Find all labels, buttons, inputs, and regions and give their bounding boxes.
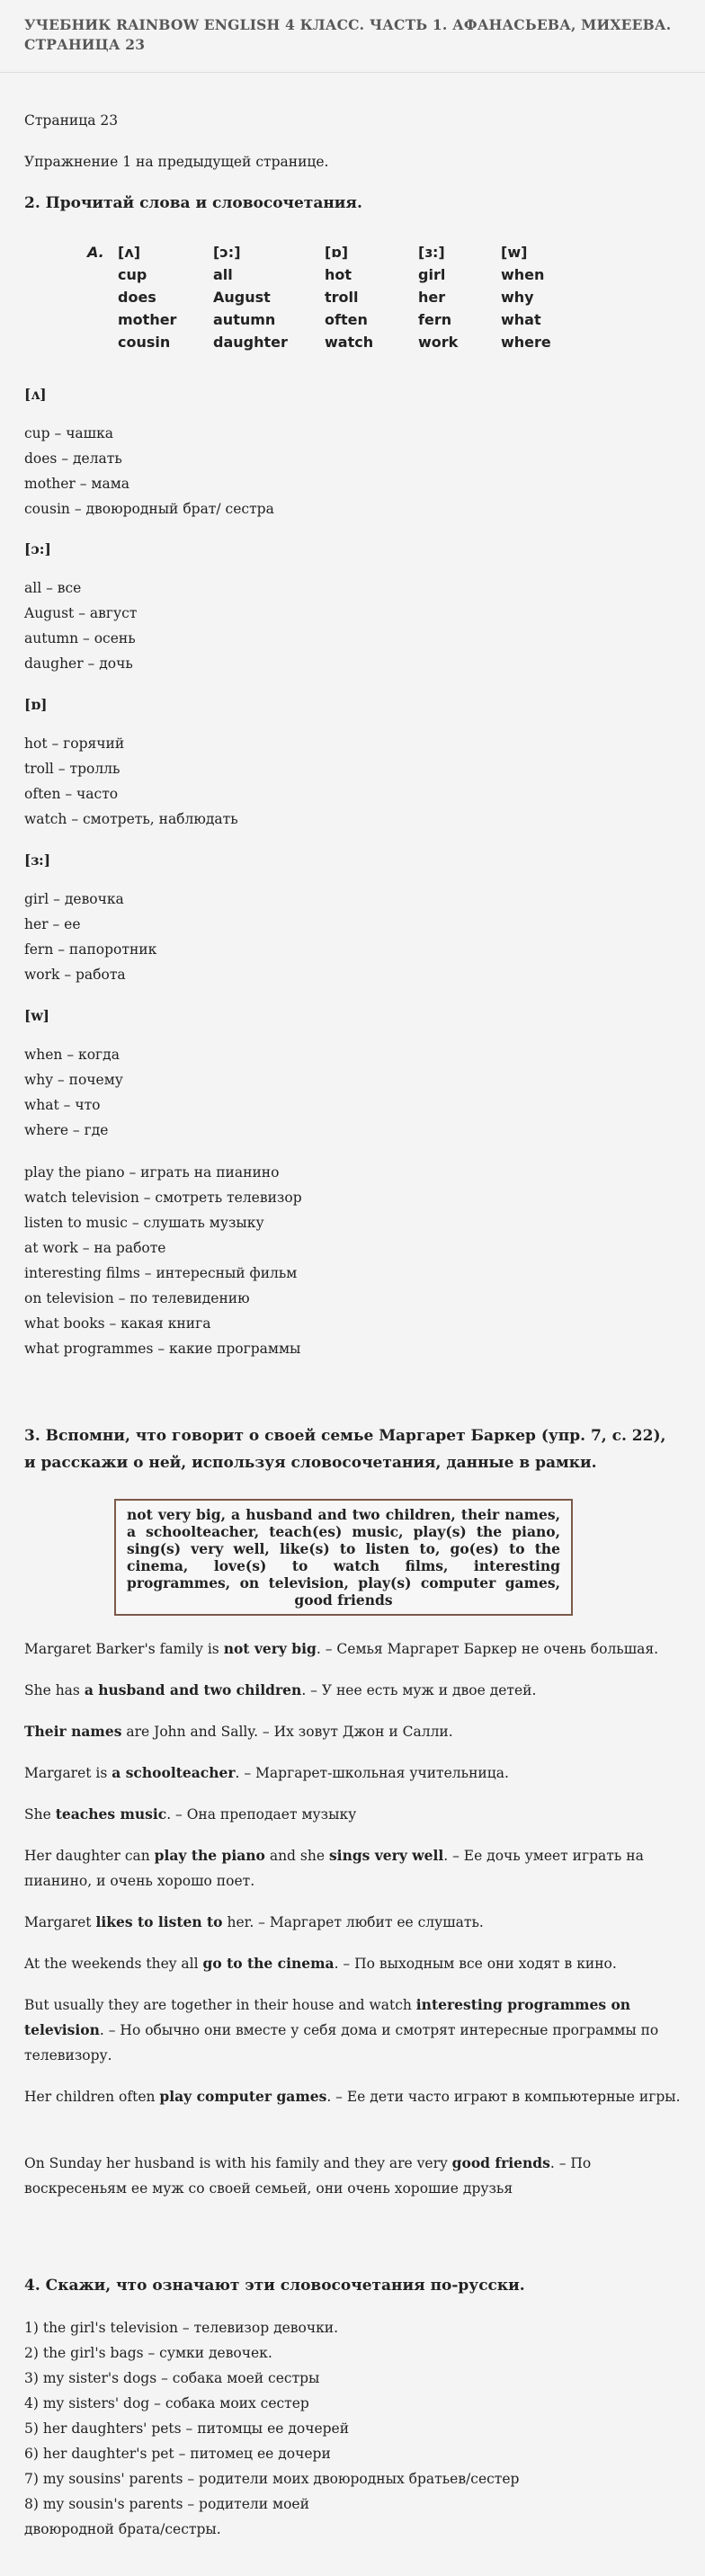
table-word: her bbox=[418, 289, 446, 306]
exercise-3-sentence: Her daughter can play the piano and she sings very well. – Ее дочь умеет играть на пианино, и очень хорошо поет. bbox=[24, 1847, 644, 1889]
exercise-2-title: 2. Прочитай слова и словосочетания. bbox=[24, 194, 362, 212]
vocab-line: why – почему bbox=[24, 1072, 123, 1088]
vocab-line: watch – смотреть, наблюдать bbox=[24, 811, 238, 827]
table-word: work bbox=[418, 334, 459, 351]
vocab-line: where – где bbox=[24, 1122, 109, 1138]
column-head: [ɒ] bbox=[325, 244, 349, 261]
vocab-line: daugher – дочь bbox=[24, 655, 133, 672]
column-head: [ʌ] bbox=[118, 244, 141, 261]
group-head: [ɜ:] bbox=[24, 851, 51, 869]
vocab-line: hot – горячий bbox=[24, 735, 125, 752]
exercise-3-sentence: She has a husband and two children. – У нее есть муж и двое детей. bbox=[24, 1681, 537, 1698]
vocab-line: what – что bbox=[24, 1097, 101, 1113]
page-title: УЧЕБНИК RAINBOW ENGLISH 4 КЛАСС. ЧАСТЬ 1. АФАНАСЬЕВА, МИХЕЕВА. СТРАНИЦА 23 bbox=[24, 16, 672, 53]
vocab-line: all – все bbox=[24, 580, 82, 596]
phrase-line: what programmes – какие программы bbox=[24, 1341, 301, 1357]
column-head: [w] bbox=[501, 244, 528, 261]
group-head: [w] bbox=[24, 1007, 50, 1024]
table-word: cousin bbox=[118, 334, 171, 351]
exercise-3-sentence: Margaret is a schoolteacher. – Маргарет-школьная учительница. bbox=[24, 1764, 509, 1781]
exercise-3-sentence: But usually they are together in their house and watch interesting programmes on television. – Но обычно они вместе у себя дома и смотрят интересные программы по телевизору. bbox=[24, 1996, 659, 2063]
group-head: [ɒ] bbox=[24, 696, 48, 713]
table-word: often bbox=[325, 311, 368, 328]
page-header bbox=[0, 0, 705, 73]
table-column bbox=[213, 241, 288, 353]
table-letter: A. bbox=[87, 244, 104, 261]
exercise-3-sentence: Their names are John and Sally. – Их зовут Джон и Салли. bbox=[24, 1723, 453, 1740]
exercise-3-title: 3. Вспомни, что говорит о своей семье Маргарет Баркер (упр. 7, с. 22), и расскажи о ней, используя словосочетания, данные в рамки. bbox=[24, 1427, 666, 1472]
exercise-4-item: 3) my sister's dogs – собака моей сестры bbox=[24, 2370, 320, 2386]
table-word: what bbox=[501, 311, 541, 328]
exercise-3-sentence: Margaret likes to listen to her. – Маргарет любит ее слушать. bbox=[24, 1913, 484, 1930]
exercise-3-sentence: Margaret Barker's family is not very big. – Семья Маргарет Баркер не очень большая. bbox=[24, 1640, 659, 1657]
exercise-3-sentence: Her children often play computer games. – Ее дети часто играют в компьютерные игры. bbox=[24, 2088, 681, 2105]
vocab-line: autumn – осень bbox=[24, 630, 136, 646]
vocab-line: her – ее bbox=[24, 916, 81, 932]
page-label: Страница 23 bbox=[24, 112, 119, 129]
exercise-4-title: 4. Скажи, что означают эти словосочетания по-русски. bbox=[24, 2277, 525, 2295]
vocab-line: mother – мама bbox=[24, 476, 130, 492]
table-word: August bbox=[213, 289, 271, 306]
exercise-4-item: 7) my sousins' parents – родители моих двоюродных братьев/сестер bbox=[24, 2471, 520, 2487]
exercise-4-item: 2) the girl's bags – сумки девочек. bbox=[24, 2345, 272, 2361]
exercise-4-item: 5) her daughters' pets – питомцы ее дочерей bbox=[24, 2420, 350, 2437]
exercise-4-item: 1) the girl's television – телевизор девочки. bbox=[24, 2320, 339, 2336]
table-column bbox=[118, 241, 176, 353]
exercise-3-sentence: She teaches music. – Она преподает музыку bbox=[24, 1805, 357, 1823]
vocab-line: fern – папоротник bbox=[24, 941, 157, 958]
table-word: hot bbox=[325, 266, 352, 283]
vocab-line: August – август bbox=[24, 605, 138, 621]
group-head: [ʌ] bbox=[24, 386, 47, 403]
group-head: [ɔ:] bbox=[24, 540, 51, 557]
phrase-line: what books – какая книга bbox=[24, 1315, 211, 1332]
table-word: daughter bbox=[213, 334, 288, 351]
phrase-line: play the piano – играть на пианино bbox=[24, 1164, 280, 1181]
vocab-line: work – работа bbox=[24, 967, 126, 983]
vocab-line: when – когда bbox=[24, 1047, 120, 1063]
vocab-line: cup – чашка bbox=[24, 425, 114, 441]
vocab-line: troll – тролль bbox=[24, 761, 120, 777]
table-word: when bbox=[501, 266, 545, 283]
table-column bbox=[418, 241, 458, 353]
table-word: where bbox=[501, 334, 551, 351]
phrase-line: on television – по телевидению bbox=[24, 1290, 250, 1306]
table-word: why bbox=[501, 289, 534, 306]
exercise-1-note: Упражнение 1 на предыдущей странице. bbox=[24, 154, 329, 170]
exercise-4-item: 6) her daughter's pet – питомец ее дочери bbox=[24, 2446, 331, 2462]
table-word: troll bbox=[325, 289, 359, 306]
exercise-4-item: 8) my sousin's parents – родители моей bbox=[24, 2496, 309, 2512]
column-head: [ɜ:] bbox=[418, 244, 445, 261]
table-word: autumn bbox=[213, 311, 276, 328]
table-word: all bbox=[213, 266, 233, 283]
table-word: watch bbox=[325, 334, 374, 351]
vocab-line: often – часто bbox=[24, 786, 119, 802]
exercise-3-sentence: On Sunday her husband is with his family and they are very good friends. – По воскресеньям ее муж со своей семьей, они очень хорошие друзья bbox=[24, 2154, 592, 2197]
phonetics-table bbox=[87, 241, 627, 358]
vocab-line: does – делать bbox=[24, 450, 122, 467]
table-column bbox=[501, 241, 551, 353]
table-word: mother bbox=[118, 311, 177, 328]
vocab-line: cousin – двоюродный брат/ сестра bbox=[24, 501, 274, 517]
exercise-4-item: 4) my sisters' dog – собака моих сестер bbox=[24, 2395, 309, 2411]
table-word: girl bbox=[418, 266, 446, 283]
phrase-line: listen to music – слушать музыку bbox=[24, 1215, 264, 1231]
exercise-4-item: двоюродной брата/сестры. bbox=[24, 2521, 221, 2537]
phrase-line: watch television – смотреть телевизор bbox=[24, 1190, 302, 1206]
exercise-3-sentence: At the weekends they all go to the cinema. – По выходным все они ходят в кино. bbox=[24, 1955, 617, 1972]
phrase-line: at work – на работе bbox=[24, 1240, 166, 1256]
table-word: fern bbox=[418, 311, 452, 328]
table-word: does bbox=[118, 289, 156, 306]
table-column bbox=[325, 241, 373, 353]
column-head: [ɔ:] bbox=[213, 244, 241, 261]
exercise-3-phrase-box: not very big, a husband and two children, their names, a schoolteacher, teach(es) music, play(s) the piano, sing(s) very well, like(s) to listen to, go(es) to the cinema, love(s) to watch films, interesting programmes, on television, play(s) computer games, good friends bbox=[114, 1499, 573, 1616]
vocab-line: girl – девочка bbox=[24, 891, 124, 907]
table-word: cup bbox=[118, 266, 147, 283]
phrase-line: interesting films – интересный фильм bbox=[24, 1265, 298, 1281]
